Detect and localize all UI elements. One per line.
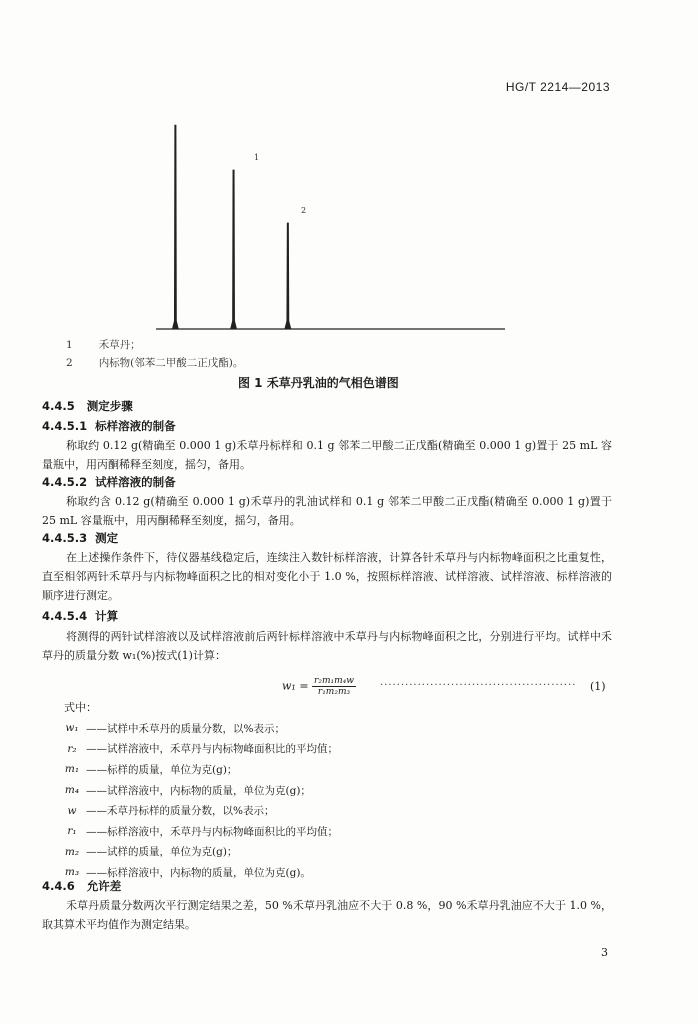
section-4-4-6-heading: 4.4.6 允许差 — [42, 879, 122, 893]
page-number: 3 — [601, 946, 608, 959]
peak-label-1: 1 — [254, 153, 260, 162]
section-4-4-5-3-text: 在上述操作条件下，待仪器基线稳定后，连续注入数针标样溶液，计算各针禾草丹与内标物峰面积之比重复性，直至相邻两针禾草丹与内标物峰面积之比的相对变化小于 1.0 %，按照标样溶液、试样溶液、试样溶液、标样溶液的顺序进行测定。 — [42, 551, 612, 602]
standard-number: HG/T 2214—2013 — [505, 80, 610, 94]
peak-2 — [285, 223, 291, 329]
peak-solvent — [172, 125, 178, 329]
section-4-4-5-4-text: 将测得的两针试样溶液以及试样溶液前后两针标样溶液中禾草丹与内标物峰面积之比，分别进行平均。试样中禾草丹的质量分数 w₁(%)按式(1)计算： — [42, 630, 612, 662]
variable-row: m₂ ——试样的质量，单位为克(g)； — [64, 845, 238, 859]
section-4-4-5-2-text: 称取约含 0.12 g(精确至 0.000 1 g)禾草丹的乳油试样和 0.1 g 邻苯二甲酸二正戊酯(精确至 0.000 1 g)置于 25 mL 容量瓶中，用丙酮稀释至刻度，摇匀，备用。 — [42, 495, 612, 527]
legend-item-2: 2 内标物(邻苯二甲酸二正戊酯)。 — [66, 357, 244, 369]
section-4-4-5-1-heading: 4.4.5.1 标样溶液的制备 — [42, 419, 176, 433]
variable-row: w₁ ——试样中禾草丹的质量分数，以%表示； — [65, 722, 285, 735]
variables-list — [58, 718, 338, 883]
figure-caption: 图 1 禾草丹乳油的气相色谱图 — [238, 376, 399, 390]
peak-label-2: 2 — [301, 206, 307, 215]
variable-row: m₄ ——试样溶液中，内标物的质量，单位为克(g)； — [64, 784, 311, 797]
formula-number: (1) — [590, 680, 606, 693]
peak-1 — [231, 170, 237, 329]
variable-row: m₁ ——标样的质量，单位为克(g)； — [64, 763, 238, 776]
section-4-4-5-2-heading: 4.4.5.2 试样溶液的制备 — [42, 475, 176, 489]
legend-item-1: 1 禾草丹； — [66, 339, 141, 351]
variable-row: r₁ ——标样溶液中，禾草丹与内标物峰面积比的平均值； — [67, 825, 338, 838]
section-4-4-5-1-text: 称取约 0.12 g(精确至 0.000 1 g)禾草丹标样和 0.1 g 邻苯二甲酸二正戊酯(精确至 0.000 1 g)置于 25 mL 容量瓶中，用丙酮稀释至刻度，摇匀，备用。 — [42, 439, 612, 471]
variable-row: m₃ ——标样溶液中，内标物的质量，单位为克(g)。 — [64, 866, 311, 879]
section-4-4-5-3-heading: 4.4.5.3 测定 — [42, 531, 119, 545]
formula-dots: ··············································· — [380, 680, 577, 691]
chromatogram-chart — [150, 110, 510, 335]
formula-1: w₁ = $\frac{\text{r₂m₁m₄w}}{\text{r₁m₂m₃}}$ — [282, 676, 354, 697]
formula-fraction: $\frac{\text{r₂m₁m₄w}}{\text{r₁m₂m₃}}$ — [314, 676, 354, 697]
section-4-4-5-heading: 4.4.5 测定步骤 — [42, 399, 133, 413]
section-4-4-5-4-heading: 4.4.5.4 计算 — [42, 609, 119, 623]
section-4-4-6-text: 禾草丹质量分数两次平行测定结果之差，50 %禾草丹乳油应不大于 0.8 %，90 %禾草丹乳油应不大于 1.0 %，取其算术平均值作为测定结果。 — [42, 899, 612, 931]
variable-row: w ——禾草丹标样的质量分数，以%表示； — [67, 804, 275, 818]
variable-row: r₂ ——试样溶液中，禾草丹与内标物峰面积比的平均值； — [67, 742, 338, 756]
where-label: 式中： — [64, 701, 97, 714]
